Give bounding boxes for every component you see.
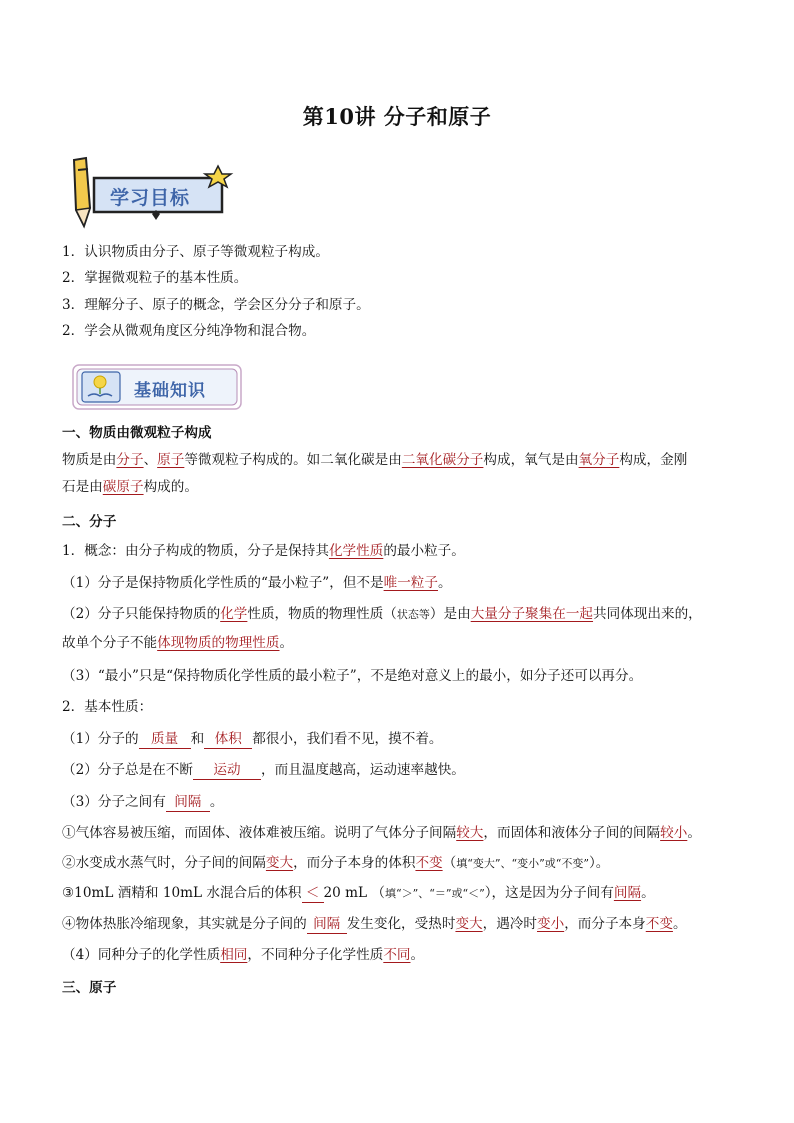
goal-item: 2．学会从微观角度区分纯净物和混合物。 <box>62 323 316 339</box>
answer: 相同 <box>220 947 248 963</box>
answer: 间隔 <box>613 885 642 901</box>
answer: 较大 <box>456 825 484 841</box>
answer: 化学 <box>220 606 248 622</box>
answer-blank: 质量 <box>139 731 191 749</box>
answer: 变小 <box>537 916 565 932</box>
answer: 变大 <box>455 916 483 932</box>
answer-blank: 运动 <box>193 762 261 780</box>
answer: 分子 <box>116 452 144 468</box>
learning-goals-label: 学习目标 <box>110 187 191 209</box>
answer: 碳原子 <box>102 479 144 495</box>
basic-knowledge-badge <box>72 362 244 414</box>
answer-blank: 间隔 <box>307 916 347 934</box>
learning-goals-badge <box>66 156 238 234</box>
paragraph-line: （3）“最小”只是“保持物质化学性质的最小粒子”，不是绝对意义上的最小，如分子还可以再分。 <box>62 668 643 684</box>
answer-blank: 间隔 <box>166 794 210 812</box>
paragraph-line: 石是由碳原子构成的。 <box>62 479 198 495</box>
answer: 化学性质 <box>328 543 384 559</box>
section-heading: 一、物质由微观粒子构成 <box>62 425 212 441</box>
paragraph-line: 2．基本性质： <box>62 699 153 715</box>
paragraph-line: 物质是由分子、原子等微观粒子构成的。如二氧化碳是由二氧化碳分子构成，氧气是由氧分子构成，金刚 <box>62 452 688 468</box>
answer: 原子 <box>157 452 185 468</box>
goal-item: 2．掌握微观粒子的基本性质。 <box>62 270 248 286</box>
answer: 较小 <box>660 825 688 841</box>
paragraph-line: ②水变成水蒸气时，分子间的间隔变大，而分子本身的体积不变（填“变大”、“变小”或“不变”）。 <box>62 855 610 871</box>
answer: 不同 <box>383 947 411 963</box>
answer: 变大 <box>265 855 294 871</box>
section-heading: 三、原子 <box>62 980 117 996</box>
answer: 大量分子聚集在一起 <box>470 606 594 622</box>
paragraph-line: （1）分子的 质量 和 体积 都很小，我们看不见，摸不着。 <box>62 731 443 747</box>
answer: 体现物质的物理性质 <box>157 635 280 651</box>
paragraph-line: 1．概念：由分子构成的物质，分子是保持其化学性质的最小粒子。 <box>62 543 465 559</box>
goal-item: 1．认识物质由分子、原子等微观粒子构成。 <box>62 244 329 260</box>
answer: 氧分子 <box>578 452 620 468</box>
goal-item: 3．理解分子、原子的概念，学会区分分子和原子。 <box>62 297 370 313</box>
paragraph-line: （2）分子总是在不断 运动 ，而且温度越高，运动速率越快。 <box>62 762 465 778</box>
section-heading: 二、分子 <box>62 514 117 530</box>
basic-knowledge-label: 基础知识 <box>134 381 206 401</box>
answer: 唯一粒子 <box>383 575 438 591</box>
answer-blank: 体积 <box>204 731 252 749</box>
paragraph-line: ③10mL 酒精和 10mL 水混合后的体积 ＜ 20 mL （填“＞”、“＝”或“＜”），这是因为分子间有间隔。 <box>62 885 655 901</box>
paragraph-line: （1）分子是保持物质化学性质的“最小粒子”，但不是唯一粒子。 <box>62 575 452 591</box>
answer: 不变 <box>415 855 443 871</box>
paragraph-line: （4）同种分子的化学性质相同，不同种分子化学性质不同。 <box>62 947 425 963</box>
page-title: 第10讲 分子和原子 <box>302 104 492 129</box>
answer-blank: ＜ <box>302 885 324 903</box>
paragraph-line: ①气体容易被压缩，而固体、液体难被压缩。说明了气体分子间隔较大，而固体和液体分子间的间隔较小。 <box>62 825 701 841</box>
paragraph-line: ④物体热胀冷缩现象，其实就是分子间的 间隔 发生变化，受热时变大，遇冷时变小，而分子本身不变。 <box>62 916 687 932</box>
paragraph-line: （2）分子只能保持物质的化学性质，物质的物理性质（状态等）是由大量分子聚集在一起共同体现出来的， <box>62 606 702 622</box>
answer: 二氧化碳分子 <box>401 452 484 468</box>
paragraph-line: 故单个分子不能体现物质的物理性质。 <box>62 635 294 651</box>
answer: 不变 <box>645 916 673 932</box>
paragraph-line: （3）分子之间有 间隔 。 <box>62 794 224 810</box>
